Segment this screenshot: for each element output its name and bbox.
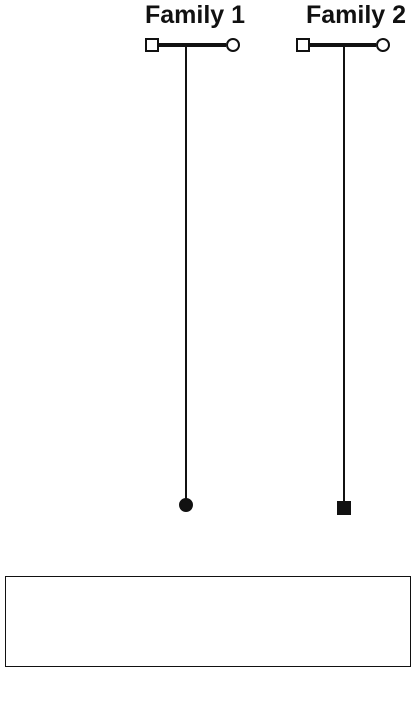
fam1-mother-circle-icon [226, 38, 240, 52]
fam1-descent-line [185, 45, 187, 505]
fam1-child-circle-icon [179, 498, 193, 512]
fam2-mother-circle-icon [376, 38, 390, 52]
family-1-title: Family 1 [145, 1, 246, 29]
fam2-child-square-icon [337, 501, 351, 515]
fam2-descent-line [343, 45, 345, 505]
fam1-mating-line [159, 43, 226, 47]
shared-haplotype-box [5, 576, 411, 667]
fam1-father-square-icon [145, 38, 159, 52]
fam2-father-square-icon [296, 38, 310, 52]
family-2-title: Family 2 [306, 1, 407, 29]
